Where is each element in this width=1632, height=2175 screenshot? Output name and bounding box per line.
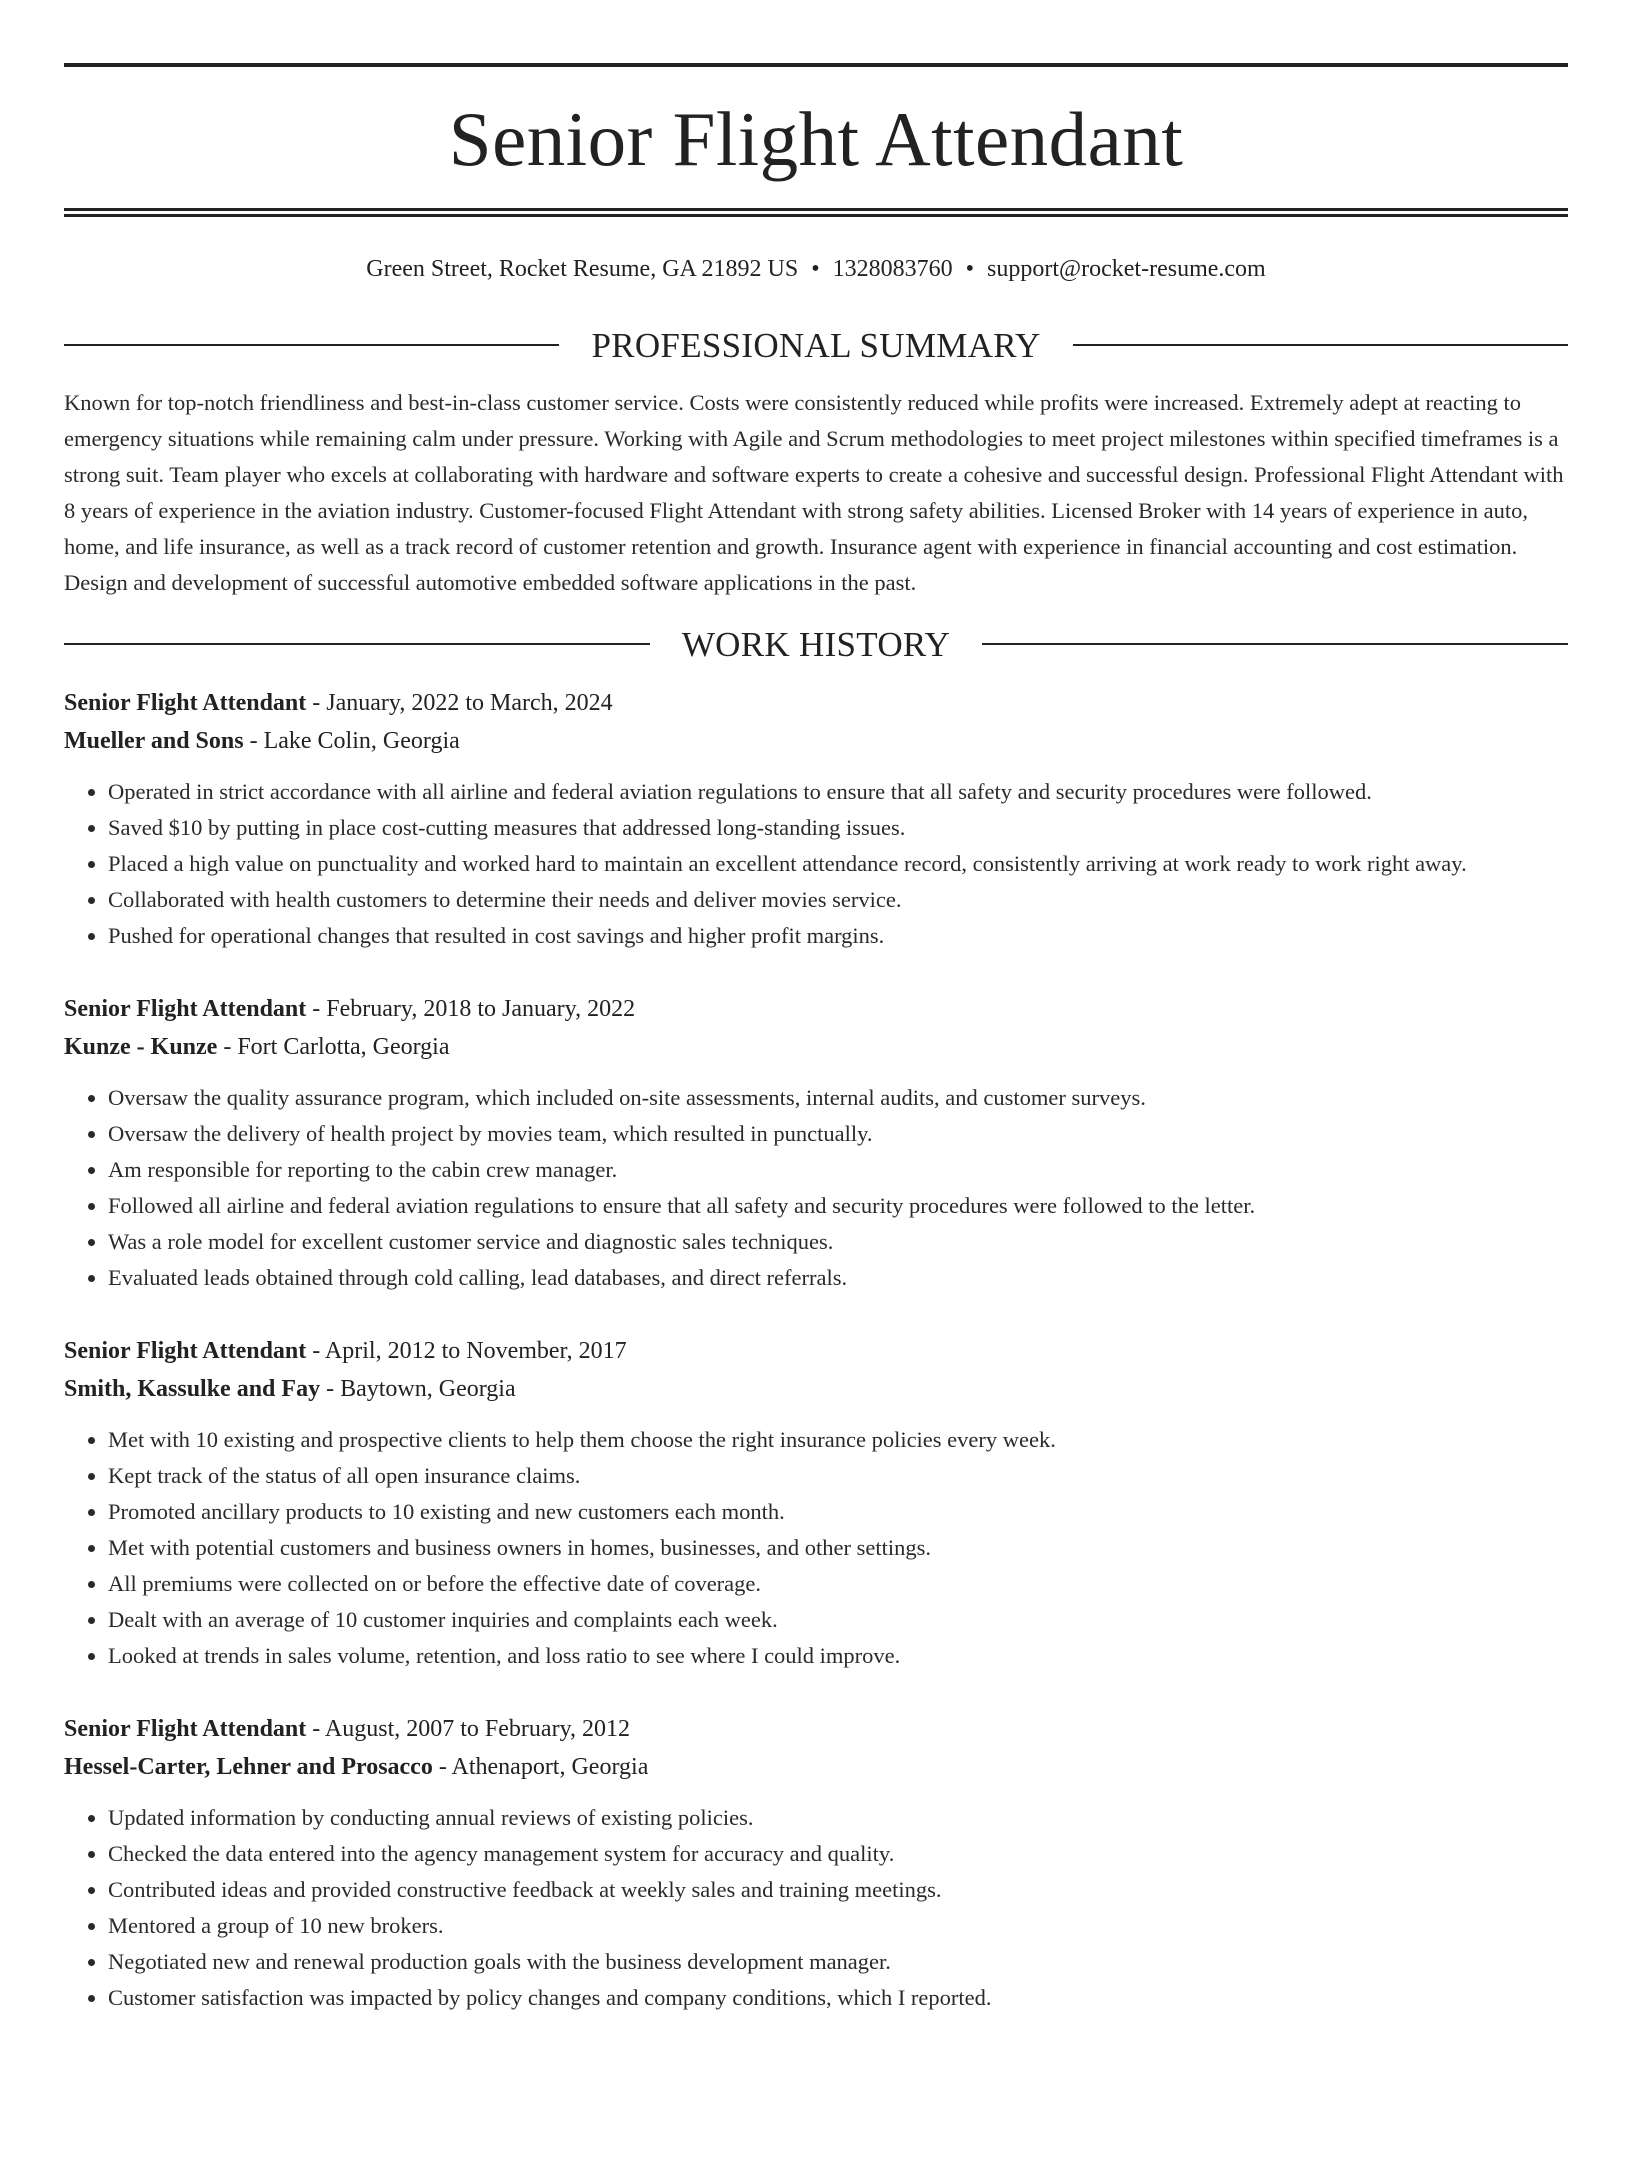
job-role: Senior Flight Attendant xyxy=(64,689,307,716)
summary-heading xyxy=(64,325,1568,365)
job-bullet-item: • Placed a high value on punctuality and worked hard to maintain an excellent attendance record, consistently arriving at work ready to work right away. xyxy=(108,846,1568,882)
job-bullet-item: • Met with potential customers and business owners in homes, businesses, and other settings. xyxy=(108,1530,1568,1566)
work-heading xyxy=(64,624,1568,664)
job-bullets xyxy=(64,1422,1568,1674)
contact-separator: • xyxy=(811,256,820,282)
job-bullet-item: • Dealt with an average of 10 customer inquiries and complaints each week. xyxy=(108,1602,1568,1638)
top-rule xyxy=(64,63,1568,67)
job-dates: - April, 2012 to November, 2017 xyxy=(306,1337,627,1364)
heading-rule-left xyxy=(64,344,559,346)
job-company: Mueller and Sons xyxy=(64,727,244,754)
job-company-line xyxy=(64,1370,1568,1408)
job-bullet-item: • Negotiated new and renewal production goals with the business development manager. xyxy=(108,1944,1568,1980)
job-company: Hessel-Carter, Lehner and Prosacco xyxy=(64,1753,433,1780)
job-bullet-item: • Evaluated leads obtained through cold calling, lead databases, and direct referrals. xyxy=(108,1260,1568,1296)
job-dates: - August, 2007 to February, 2012 xyxy=(306,1715,631,1742)
job-company: Kunze - Kunze xyxy=(64,1033,218,1060)
work-history-list xyxy=(64,684,1568,2016)
job-bullet-item: • Oversaw the quality assurance program, which included on-site assessments, internal audits, and customer surveys. xyxy=(108,1080,1568,1116)
job-bullet-item: • Am responsible for reporting to the cabin crew manager. xyxy=(108,1152,1568,1188)
contact-line xyxy=(64,255,1568,284)
job-entry xyxy=(64,1332,1568,1674)
job-bullets xyxy=(64,1080,1568,1296)
job-location: - Baytown, Georgia xyxy=(320,1375,516,1402)
job-bullet-item: • Saved $10 by putting in place cost-cutting measures that addressed long-standing issues. xyxy=(108,810,1568,846)
contact-address: Green Street, Rocket Resume, GA 21892 US xyxy=(366,256,799,282)
job-entry xyxy=(64,684,1568,954)
contact-separator: • xyxy=(965,256,975,282)
job-role: Senior Flight Attendant xyxy=(64,1715,307,1742)
job-bullet-item: • Collaborated with health customers to determine their needs and deliver movies service. xyxy=(108,882,1568,918)
heading-rule-right xyxy=(1073,344,1568,346)
job-bullet-item: • Mentored a group of 10 new brokers. xyxy=(108,1908,1568,1944)
job-bullet-item: • Pushed for operational changes that resulted in cost savings and higher profit margins. xyxy=(108,918,1568,954)
job-company-line xyxy=(64,1748,1568,1786)
job-bullet-item: • Promoted ancillary products to 10 existing and new customers each month. xyxy=(108,1494,1568,1530)
job-title-line xyxy=(64,990,1568,1028)
job-location: - Athenaport, Georgia xyxy=(432,1753,649,1780)
title-double-rule xyxy=(64,208,1568,217)
job-company: Smith, Kassulke and Fay xyxy=(64,1375,321,1402)
job-bullets xyxy=(64,1800,1568,2016)
heading-rule-left xyxy=(64,643,650,645)
job-bullet-item: • Met with 10 existing and prospective clients to help them choose the right insurance policies every week. xyxy=(108,1422,1568,1458)
job-title-line xyxy=(64,1710,1568,1748)
job-dates: - January, 2022 to March, 2024 xyxy=(306,689,613,716)
job-bullet-item: • Followed all airline and federal aviation regulations to ensure that all safety and security procedures were followed to the letter. xyxy=(108,1188,1568,1224)
resume-page xyxy=(0,63,1632,2175)
job-title-line xyxy=(64,684,1568,722)
job-bullet-item: • All premiums were collected on or before the effective date of coverage. xyxy=(108,1566,1568,1602)
job-company-line xyxy=(64,722,1568,760)
job-bullet-item: • Updated information by conducting annual reviews of existing policies. xyxy=(108,1800,1568,1836)
job-bullet-item: • Checked the data entered into the agency management system for accuracy and quality. xyxy=(108,1836,1568,1872)
contact-phone: 1328083760 xyxy=(832,256,953,282)
summary-text: Known for top-notch friendliness and best-in-class customer service. Costs were consistently reduced while profits were increased. Extremely adept at reacting to emergency situations while remaining calm under pressure. Working with Agile and Scrum methodologies to meet project milestones within specified timeframes is a strong suit. Team player who excels at collaborating with hardware and software experts to create a cohesive and successful design. Professional Flight Attendant with 8 years of experience in the aviation industry. Customer-focused Flight Attendant with strong safety abilities. Licensed Broker with 14 years of experience in auto, home, and life insurance, as well as a track record of customer retention and growth. Insurance agent with experience in financial accounting and cost estimation. Design and development of successful automotive embedded software applications in the past. xyxy=(64,389,1564,595)
job-bullet-item: • Oversaw the delivery of health project by movies team, which resulted in punctually. xyxy=(108,1116,1568,1152)
job-location: - Lake Colin, Georgia xyxy=(243,727,460,754)
heading-rule-right xyxy=(982,643,1568,645)
job-bullet-item: • Was a role model for excellent customer service and diagnostic sales techniques. xyxy=(108,1224,1568,1260)
job-entry xyxy=(64,1710,1568,2016)
job-role: Senior Flight Attendant xyxy=(64,1337,307,1364)
contact-email: support@rocket-resume.com xyxy=(987,256,1266,282)
job-entry xyxy=(64,990,1568,1296)
job-location: - Fort Carlotta, Georgia xyxy=(217,1033,450,1060)
job-bullet-item: • Operated in strict accordance with all airline and federal aviation regulations to ensure that all safety and security procedures were followed. xyxy=(108,774,1568,810)
job-title-line xyxy=(64,1332,1568,1370)
job-role: Senior Flight Attendant xyxy=(64,995,307,1022)
job-dates: - February, 2018 to January, 2022 xyxy=(306,995,636,1022)
summary-heading-title: PROFESSIONAL SUMMARY xyxy=(591,325,1041,365)
work-heading-title: WORK HISTORY xyxy=(681,624,951,664)
job-bullet-item: • Kept track of the status of all open insurance claims. xyxy=(108,1458,1568,1494)
job-company-line xyxy=(64,1028,1568,1066)
job-bullet-item: • Looked at trends in sales volume, retention, and loss ratio to see where I could improve. xyxy=(108,1638,1568,1674)
job-bullet-item: • Customer satisfaction was impacted by policy changes and company conditions, which I reported. xyxy=(108,1980,1568,2016)
job-bullet-item: • Contributed ideas and provided constructive feedback at weekly sales and training meetings. xyxy=(108,1872,1568,1908)
resume-title: Senior Flight Attendant xyxy=(448,96,1184,182)
job-bullets xyxy=(64,774,1568,954)
